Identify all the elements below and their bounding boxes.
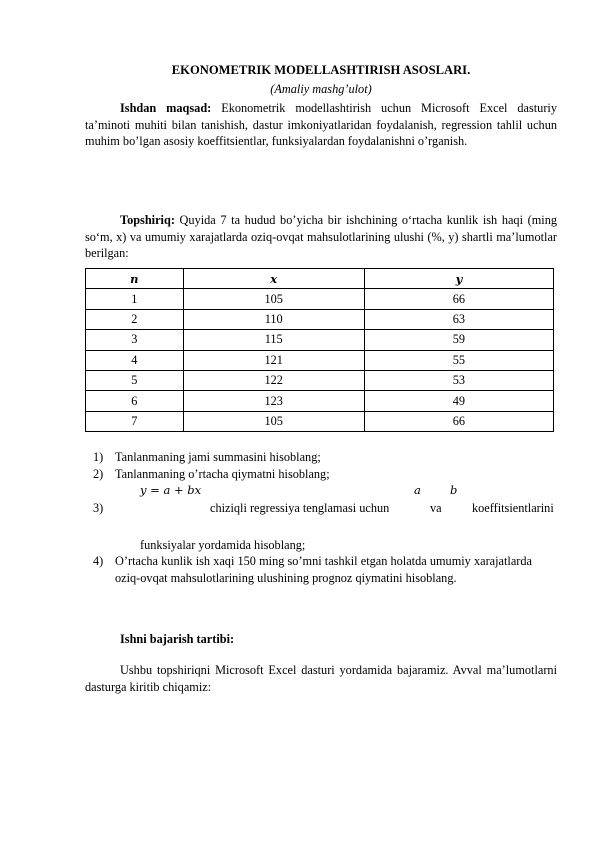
list-number: 1) bbox=[93, 450, 104, 464]
cell-n: 3 bbox=[86, 330, 184, 350]
cell-n: 4 bbox=[86, 350, 184, 370]
cell-x: 105 bbox=[183, 411, 364, 431]
goal-text: Ekonometrik modellashtirish uchun Microsoft Excel dasturiy ta’minoti muhiti bilan tanishish, dastur imkoniyatlaridan foydalanish, regression tahlil uchun muhim bo’lgan asosiy koeffitsientlar, funksiyalardan foydalanishni o’rganish. bbox=[85, 101, 557, 149]
cell-x: 123 bbox=[183, 391, 364, 411]
section-heading: Ishni bajarish tartibi: bbox=[120, 632, 235, 646]
table-row bbox=[86, 330, 554, 350]
cell-y: 55 bbox=[364, 350, 553, 370]
cell-x: 115 bbox=[183, 330, 364, 350]
cell-n: 2 bbox=[86, 309, 184, 329]
list-item bbox=[93, 449, 557, 466]
list-item-text: O’rtacha kunlik ish xaqi 150 ming so’mni tashkil etgan holatda umumiy xarajatlarda oziq-ovqat mahsulotlarining ulushining prognoz qiymatini hisoblang. bbox=[115, 554, 532, 585]
page-title: EKONOMETRIK MODELLASHTIRISH ASOSLARI. bbox=[171, 63, 471, 77]
goal-label: Ishdan maqsad: bbox=[120, 101, 212, 115]
list-item-continuation: funksiyalar yordamida hisoblang; bbox=[140, 538, 306, 552]
header-n: n bbox=[86, 269, 184, 289]
list-item bbox=[93, 466, 557, 483]
data-table bbox=[85, 268, 554, 432]
table-header-row bbox=[86, 269, 554, 289]
header-x: x bbox=[183, 269, 364, 289]
cell-x: 105 bbox=[183, 289, 364, 309]
cell-n: 6 bbox=[86, 391, 184, 411]
task-paragraph bbox=[85, 212, 557, 262]
table-row bbox=[86, 411, 554, 431]
list-item-text: chiziqli regressiya tenglamasi uchun bbox=[210, 501, 390, 515]
table-row bbox=[86, 289, 554, 309]
list-item-text: Tanlanmaning jami summasini hisoblang; bbox=[115, 450, 321, 464]
table-row bbox=[86, 370, 554, 390]
coefficient-a: a bbox=[414, 483, 421, 497]
header-y: y bbox=[364, 269, 553, 289]
cell-n: 5 bbox=[86, 370, 184, 390]
list-number: 4) bbox=[93, 554, 104, 568]
list-number: 2) bbox=[93, 467, 104, 481]
procedure-paragraph: Ushbu topshiriqni Microsoft Excel dasturi yordamida bajaramiz. Avval ma’lumotlarni dasturga kiritib chiqamiz: bbox=[85, 663, 557, 694]
cell-y: 49 bbox=[364, 391, 553, 411]
list-item-text-end: koeffitsientlarini bbox=[472, 501, 554, 515]
table-row bbox=[86, 391, 554, 411]
goal-paragraph bbox=[85, 100, 557, 150]
task-text: Quyida 7 ta hudud bo’yicha bir ishchining oʻrtacha kunlik ish haqi (ming soʻm, x) va umumiy xarajatlarda oziq-ovqat mahsulotlarining ulushi (%, y) shartli ma’lumotlar berilgan: bbox=[85, 213, 557, 261]
list-item-text-va: va bbox=[430, 501, 442, 515]
coefficient-b: b bbox=[450, 483, 458, 497]
cell-x: 121 bbox=[183, 350, 364, 370]
cell-x: 122 bbox=[183, 370, 364, 390]
list-item-text: Tanlanmaning o’rtacha qiymatni hisoblang; bbox=[115, 467, 330, 481]
cell-x: 110 bbox=[183, 309, 364, 329]
page-subtitle: (Amaliy mashg’ulot) bbox=[270, 82, 372, 96]
cell-n: 7 bbox=[86, 411, 184, 431]
list-number: 3) bbox=[93, 501, 104, 515]
regression-formula: y = a + bx bbox=[140, 483, 202, 497]
cell-y: 63 bbox=[364, 309, 553, 329]
cell-y: 66 bbox=[364, 411, 553, 431]
cell-y: 53 bbox=[364, 370, 553, 390]
table-row bbox=[86, 309, 554, 329]
cell-n: 1 bbox=[86, 289, 184, 309]
task-label: Topshiriq: bbox=[120, 213, 175, 227]
table-row bbox=[86, 350, 554, 370]
cell-y: 59 bbox=[364, 330, 553, 350]
cell-y: 66 bbox=[364, 289, 553, 309]
